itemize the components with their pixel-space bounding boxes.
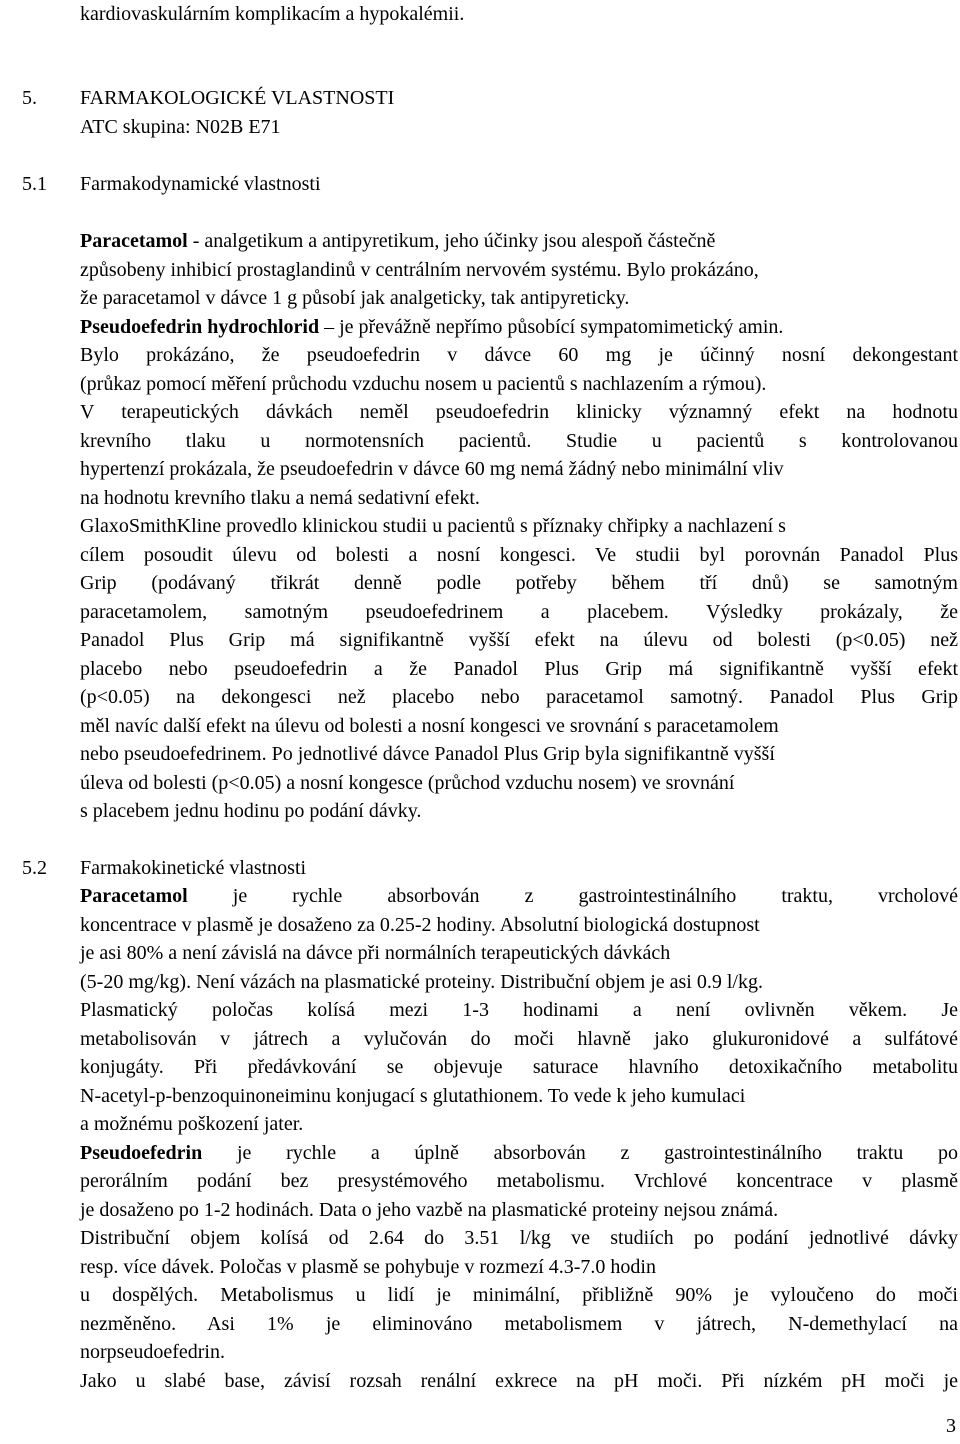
text-line: je dosaženo po 1-2 hodinách. Data o jeho vazbě na plasmatické proteiny nejsou známá. [80,1199,779,1221]
text-line: nezměněno. Asi 1% je eliminováno metabolismem v játrech, N-demethylací na [80,1313,958,1335]
text-line: GlaxoSmithKline provedlo klinickou studii u pacientů s příznaky chřipky a nachlazení s [80,515,786,537]
text-line: krevního tlaku u normotensních pacientů. Studie u pacientů s kontrolovanou [80,430,958,452]
text-line: Grip (podávaný třikrát denně podle potřeby během tří dnů) se samotným [80,572,958,594]
text-line: Panadol Plus Grip má signifikantně vyšší efekt na úlevu od bolesti (p<0.05) než [80,629,958,651]
text-line: je asi 80% a není závislá na dávce při normálních terapeutických dávkách [80,942,671,964]
text-line: perorálním podání bez presystémového metabolismu. Vrchlové koncentrace v plasmě [80,1170,958,1192]
text-line [80,882,958,910]
bold-term: Pseudoefedrin [80,1142,203,1164]
text-line: V terapeutických dávkách neměl pseudoefedrin klinicky významný efekt na hodnotu [80,401,958,423]
text-line: kardiovaskulárním komplikacím a hypokalémii. [80,3,465,25]
text-line: N-acetyl-p-benzoquinoneiminu konjugací s glutathionem. To vede k jeho kumulaci [80,1085,746,1107]
section-number: 5.2 [22,857,47,879]
text-line [80,1139,958,1167]
atc-group: ATC skupina: N02B E71 [80,116,281,138]
text-line: u dospělých. Metabolismus u lidí je minimální, přibližně 90% je vyloučeno do moči [80,1284,958,1306]
text-line: (průkaz pomocí měření průchodu vzduchu nosem u pacientů s nachlazením a rýmou). [80,373,767,395]
section-title: Farmakodynamické vlastnosti [80,173,321,195]
text-line [80,227,715,255]
text-line: (p<0.05) na dekongesci než placebo nebo paracetamol samotný. Panadol Plus Grip [80,686,958,708]
section-number: 5. [22,87,37,109]
section-number: 5.1 [22,173,47,195]
text-span: - analgetikum a antipyretikum, jeho účinky jsou alespoň částečně [187,230,716,252]
text-line: Bylo prokázáno, že pseudoefedrin v dávce 60 mg je účinný nosní dekongestant [80,344,958,366]
text-line: a možnému poškození jater. [80,1113,304,1135]
text-line: resp. více dávek. Poločas v plasmě se pohybuje v rozmezí 4.3-7.0 hodin [80,1256,656,1278]
text-line: měl navíc další efekt na úlevu od bolesti a nosní kongesci ve srovnání s paracetamolem [80,715,779,737]
text-line: norpseudoefedrin. [80,1341,225,1363]
bold-term: Pseudoefedrin hydrochlorid [80,316,320,338]
text-line: placebo nebo pseudoefedrin a že Panadol Plus Grip má signifikantně vyšší efekt [80,658,958,680]
text-line: nebo pseudoefedrinem. Po jednotlivé dávce Panadol Plus Grip byla signifikantně vyšší [80,743,775,765]
text-line: s placebem jednu hodinu po podání dávky. [80,800,422,822]
text-line: koncentrace v plasmě je dosaženo za 0.25-2 hodiny. Absolutní biologická dostupnost [80,914,760,936]
section-title: Farmakokinetické vlastnosti [80,857,307,879]
text-span: je rychle a úplně absorbován z gastrointestinálního traktu po [202,1142,958,1164]
text-line: úleva od bolesti (p<0.05) a nosní kongesce (průchod vzduchu nosem) ve srovnání [80,772,735,794]
text-line: Plasmatický poločas kolísá mezi 1-3 hodinami a není ovlivněn věkem. Je [80,999,958,1021]
text-line: cílem posoudit úlevu od bolesti a nosní kongesci. Ve studii byl porovnán Panadol Plus [80,544,958,566]
section-title: FARMAKOLOGICKÉ VLASTNOSTI [80,87,395,109]
text-line: na hodnotu krevního tlaku a nemá sedativní efekt. [80,487,480,509]
text-line: paracetamolem, samotným pseudoefedrinem a placebem. Výsledky prokázaly, že [80,601,958,623]
text-line [80,313,783,341]
text-line: že paracetamol v dávce 1 g působí jak analgeticky, tak antipyreticky. [80,287,630,309]
bold-term: Paracetamol [80,885,188,907]
text-line: Distribuční objem kolísá od 2.64 do 3.51 l/kg ve studiích po podání jednotlivé dávky [80,1227,958,1249]
page-number: 3 [946,1415,956,1437]
text-line: Jako u slabé base, závisí rozsah renální exkrece na pH moči. Při nízkém pH moči je [80,1370,958,1392]
bold-term: Paracetamol [80,230,188,252]
text-span: – je převážně nepřímo působící sympatomimetický amin. [319,316,784,338]
text-line: konjugáty. Při předávkování se objevuje saturace hlavního detoxikačního metabolitu [80,1056,958,1078]
text-line: (5-20 mg/kg). Není vázách na plasmatické proteiny. Distribuční objem je asi 0.9 l/kg. [80,971,763,993]
text-line: metabolisován v játrech a vylučován do moči hlavně jako glukuronidové a sulfátové [80,1028,958,1050]
text-line: způsobeny inhibicí prostaglandinů v centrálním nervovém systému. Bylo prokázáno, [80,259,759,281]
text-line: hypertenzí prokázala, že pseudoefedrin v dávce 60 mg nemá žádný nebo minimální vliv [80,458,784,480]
text-span: je rychle absorbován z gastrointestinálního traktu, vrcholové [187,885,958,907]
